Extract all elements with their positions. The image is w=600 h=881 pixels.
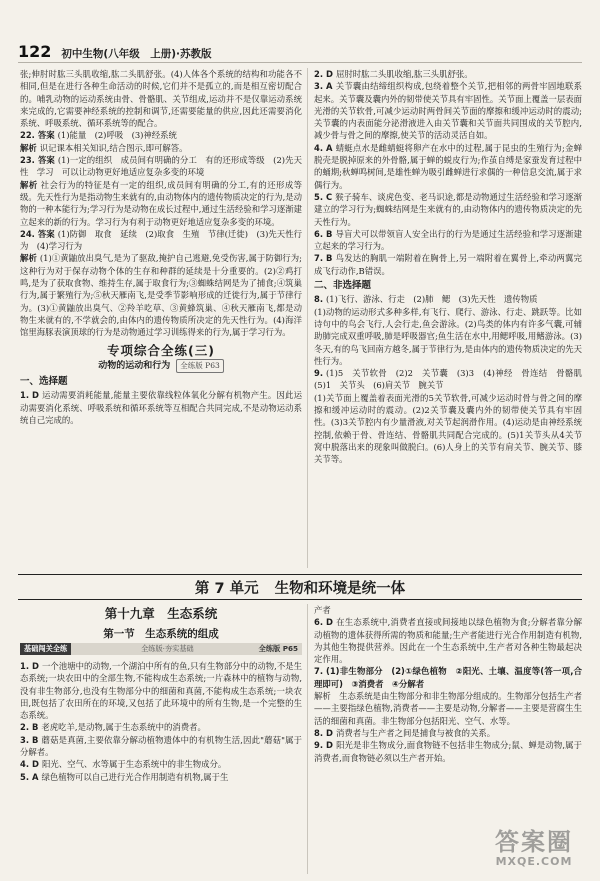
answer-text: B [32,734,39,745]
analysis-text: 关节囊由结缔组织构成,包绕着整个关节,把相邻的两骨牢固地联系起来。关节囊及囊内外的韧带使关节具有牢固性。关节面上覆盖一层表面光滑的关节软骨,可减少运动时两骨间关节面的摩擦和缓冲运动时的震动;关节囊的内表面能分泌滑液进入由关节囊和关节面共同围成的关节腔内,减少骨与骨之间的摩擦,使关节的活动灵活自如。 [314,81,582,141]
analysis-text: (1)①黄鼬放出臭气,是为了驱敌,掩护自己逃避,免受伤害,属于防御行为;这种行为对于保存动物个体的生存和种群的延续是十分重要的。(2)②鸡打鸣,是为了获取食物、维持生存,属于取食行为;③蜘蛛结网是为了捕食;④筑巢行为,属于繁殖行为;⑤秋天雁南飞,是受季节影响形成的迁徙行为,属于节律行为。(3)①黄鼬放出臭气、②羚羊吃草、③黄蜂筑巢、④秋天雁南飞,都是动物生来就有的,不学就会的,由体内的遗传物质所决定的先天性行为。(4)海洋馆里海豚表演顶球的行为是动物通过学习训练得来的行为,属于学习行为。 [20,253,302,338]
special-section-subtitle: 动物的运动和行为 [98,360,171,371]
analysis-text: 屈肘时肱二头肌收缩,肱三头肌舒张。 [335,69,473,79]
question-number: 3. [314,81,324,92]
question-item [314,252,582,277]
answer-text: (1)防御 取食 延续 (2)取食 生殖 节律(迁徙) (3)先天性行为 (4)学习行为 [20,228,302,252]
question-item [314,739,582,764]
answer-text: D [326,727,333,738]
analysis-text: 产者 [314,605,331,615]
question-item [20,734,302,759]
answer-text: (1)非生物部分 (2)①绿色植物 ②阳光、土壤、温度等(答一项,合理即可) ③消费者 ④分解者 [314,666,582,689]
question-item [314,68,582,80]
analysis-text: 鸟发达的胸肌一端附着在胸骨上,另一端附着在翼骨上,牵动两翼完成飞行动作,B错误。 [314,253,582,276]
question-22 [20,129,302,141]
answer-text: A [326,81,333,92]
analysis-text: 导盲犬可以带领盲人安全出行的行为是通过生活经验和学习逐渐建立起来的学习行为。 [314,228,582,252]
question-24 [20,228,302,253]
question-number: 4. [314,142,324,153]
chapter-title: 第十九章 生态系统 [104,606,218,621]
analysis-text: 猴子骑车、谈虎色变、老马识途,都是动物通过生活经验和学习逐渐建立的学习行为;蜘蛛结网是生来就有的,由动物体内的遗传物质决定的先天性行为。 [314,191,582,227]
question-number: 24. [20,228,35,239]
site-watermark [482,829,586,875]
section-title: 第一节 生态系统的组成 [103,628,219,640]
question-item [20,771,302,783]
question-number: 8. [314,727,324,738]
question-item [314,228,582,253]
answer-text: D [32,759,39,770]
question-number: 8. [314,294,324,305]
analysis-text: 识记课本相关知识,结合图示,即可解答。 [39,142,188,153]
watermark-line-1: 答案圈 [495,828,573,856]
question-number: 23. [20,155,35,166]
continued-text: 张;伸肘时肱三头肌收缩,肱二头肌舒张。(4)人体各个系统的结构和功能各不相同,但是在进行各种生命活动的时候,它们并不是孤立的,而是相互密切配合的。哺乳动物的运动系统由骨、骨骼肌、关节组成,运动并不是仅靠运动系统来完成的,它需要神经系统的控制和调节,还需要能量的供应,因此还需要消化系统、呼吸系统、循环系统等的配合。 [20,69,302,129]
column-divider [307,604,308,874]
analysis-label: 解析 [20,253,37,264]
special-section-title: 专项综合全练(三) [107,342,215,358]
part-two-heading: 二、非选择题 [314,280,372,292]
answer-text: B [32,722,39,733]
question-item [20,758,302,770]
bottom-left-column [20,660,302,783]
answer-text: D [326,740,333,751]
question-item [314,367,591,392]
answer-text: A [326,142,333,153]
right-column [314,68,591,466]
question-number: 5. [20,771,30,782]
question-number: 4. [20,759,30,770]
question-item [20,660,302,721]
analysis-text: 运动需要消耗能量,能量主要依靠线粒体氧化分解有机物产生。因此运动需要消化系统、呼吸系统和循环系统等互相配合共同完成,不是动物运动系统自己完成的。 [20,390,302,426]
analysis-text: 老虎吃羊,是动物,属于生态系统中的消费者。 [41,722,206,733]
analysis-text: 一个池塘中的动物,一个湖泊中所有的鱼,只有生物部分中的动物,不是生态系统;一块农田中的全部生物,不能构成生态系统;一片森林中的植物与动物,没有非生物部分,也没有生物部分中的细菌和真菌,不能构成生态系统;一块农田,既包括了农田所在的环境,又包括了此环境中的所有生物,是一个完整的生态系统。 [20,661,302,721]
answer-text: C [326,191,333,202]
answer-text: B [326,228,333,239]
question-24-analysis [20,252,302,338]
page-reference: 全练版 P63 [176,359,223,373]
part-one-heading: 一、选择题 [20,376,68,388]
answer-text: (1)一定的组织 成员间有明确的分工 有的还形成等级 (2)先天性 学习 可以让动物更好地适应复杂多变的环境 [20,155,302,178]
chapter-heading [20,604,302,658]
analysis-text: 阳光、空气、水等属于生态系统中的非生物成分。 [41,759,227,770]
question-number: 6. [314,617,324,628]
analysis-text: 蘑菇是真菌,主要依靠分解动植物遗体中的有机物生活,因此"蘑菇"属于分解者。 [20,734,302,758]
question-item [314,727,582,739]
question-number: 3. [20,734,30,745]
special-section-subtitle-row [20,359,302,373]
analysis-text: 社会行为的特征是有一定的组织,成员间有明确的分工,有的还形成等级。先天性行为是指动物生来就有的,由动物体内的遗传物质决定的行为,是动物的一种本能行为;学习行为是动物在成长过程中,通过生活经验和学习逐渐建立起来的新的行为。学习行为有利于动物更好地适应复杂多变的环境。 [20,179,303,227]
question-22-analysis [20,142,302,154]
strip-subtitle: 全练版·夯实基础 [141,644,194,653]
header-rule [18,62,582,63]
answer-text: D [326,69,333,79]
analysis-label: 解析 [20,142,37,153]
page-number: 122 [18,42,52,61]
question-item [314,616,582,665]
analysis-text: 在生态系统中,消费者直接或间接地以绿色植物为食;分解者靠分解动植物的遗体获得所需的物质和能量;生产者能进行光合作用制造有机物,为其他生物提供营养。因此在一个生态系统中,生产者对各种生物最起决定作用。 [314,617,582,665]
question-23 [20,154,302,179]
bottom-right-column [314,604,582,764]
question-item [314,142,582,191]
column-divider [307,68,308,568]
question-number: 9. [314,368,324,379]
question-number: 7. [314,666,324,677]
answer-text: (1)5 关节软骨 (2)2 关节囊 (3)3 (4)神经 骨连结 骨骼肌 (5)1 关节头 (6)肩关节 腕关节 [314,368,591,391]
answer-text: (1)飞行、游泳、行走 (2)肺 鳃 (3)先天性 遗传物质 [326,294,538,305]
question-number: 1. [20,390,30,401]
analysis-text: 阳光是非生物成分,面食物链不包括非生物成分;鼠、蝉是动物,属于消费者,而食物链必须以生产者开始。 [314,740,582,763]
book-title: 初中生物(八年级 上册)·苏教版 [61,48,212,60]
answer-label: 答案 [37,155,55,166]
answer-text: D [32,661,39,671]
question-item [314,191,582,228]
analysis-text: 消费者与生产者之间是捕食与被食的关系。 [335,727,496,738]
question-23-analysis [20,179,302,228]
question-item [314,690,582,727]
page-header [18,42,212,60]
analysis-text: 蜻蜓点水是雌蜻蜓将卵产在水中的过程,属于昆虫的生殖行为;金蝉脱壳是脱掉原来的外骨骼,属于蝉的蜕皮行为;作茧自缚是家蚕发育过程中的蛹期;秋蝉鸣树间,是雄性蝉为吸引雌蝉进行求偶的一种信息交流,属于求偶行为。 [314,142,582,190]
answer-text: A [32,771,39,782]
question-number: 6. [314,228,324,239]
answer-label: 答案 [37,228,55,239]
question-item [20,721,302,733]
analysis-text: 绿色植物可以自己进行光合作用制造有机物,属于生 [41,771,229,782]
question-number: 9. [314,740,324,751]
unit-banner [18,574,582,600]
strip-tag: 基础闯关全练 [20,643,71,655]
analysis-text: 解析 生态系统是由生物部分和非生物部分组成的。生物部分包括生产者——主要指绿色植物,消费者——主要是动物,分解者——主要是营腐生生活的细菌和真菌。非生物部分包括阳光、空气、水等。 [314,691,582,726]
question-number: 5. [314,191,324,202]
analysis-paragraph: (1)关节面上覆盖着表面光滑的5关节软骨,可减少运动时骨与骨之间的摩擦和缓冲运动时的震动。(2)2关节囊及囊内外的韧带使关节具有牢固性。(3)3关节腔内有少量滑液,对关节起润滑作用。(4)运动是由神经系统控制,依赖于骨、骨连结、骨骼肌共同配合完成的。(5)1关节头从4关节窝中脱落出来的现象叫做脱臼。(6)人身上的关节有肩关节、腕关节、膝关节等。 [314,392,582,465]
question-item [314,293,582,305]
answer-label: 答案 [37,130,55,141]
question-number: 22. [20,130,35,141]
special-question-1 [20,389,302,426]
unit-title: 生物和环境是统一体 [274,580,406,597]
answer-text: B [326,253,333,264]
question-number: 2. [20,722,30,733]
question-number: 1. [20,661,30,671]
practice-strip [20,643,302,655]
watermark-line-2: MXQE.COM [495,855,573,868]
analysis-paragraph: (1)动物的运动形式多种多样,有飞行、爬行、游泳、行走、跳跃等。比如诗句中的鸟会飞行,人会行走,鱼会游泳。(2)鸟类的体内有许多气囊,可辅助肺完成双重呼吸,肺是呼吸器官;鱼生活在水中,用鳃呼吸,用鳍游泳。(3)冬天,有的鸟飞回南方越冬,属于节律行为,是由体内的遗传物质决定的先天性行为。 [314,306,582,366]
question-item [314,80,582,141]
question-number: 7. [314,253,324,264]
question-number: 2. [314,69,324,79]
strip-page-reference: 全练版 P65 [258,644,298,653]
unit-label: 第 7 单元 [194,580,259,597]
answer-letter: D [32,390,39,401]
answer-text: (1)能量 (2)呼吸 (3)神经系统 [57,130,177,141]
analysis-label: 解析 [20,179,38,190]
question-item [314,604,582,616]
question-item [314,665,582,690]
left-column [20,68,302,426]
answer-text: D [326,617,333,628]
